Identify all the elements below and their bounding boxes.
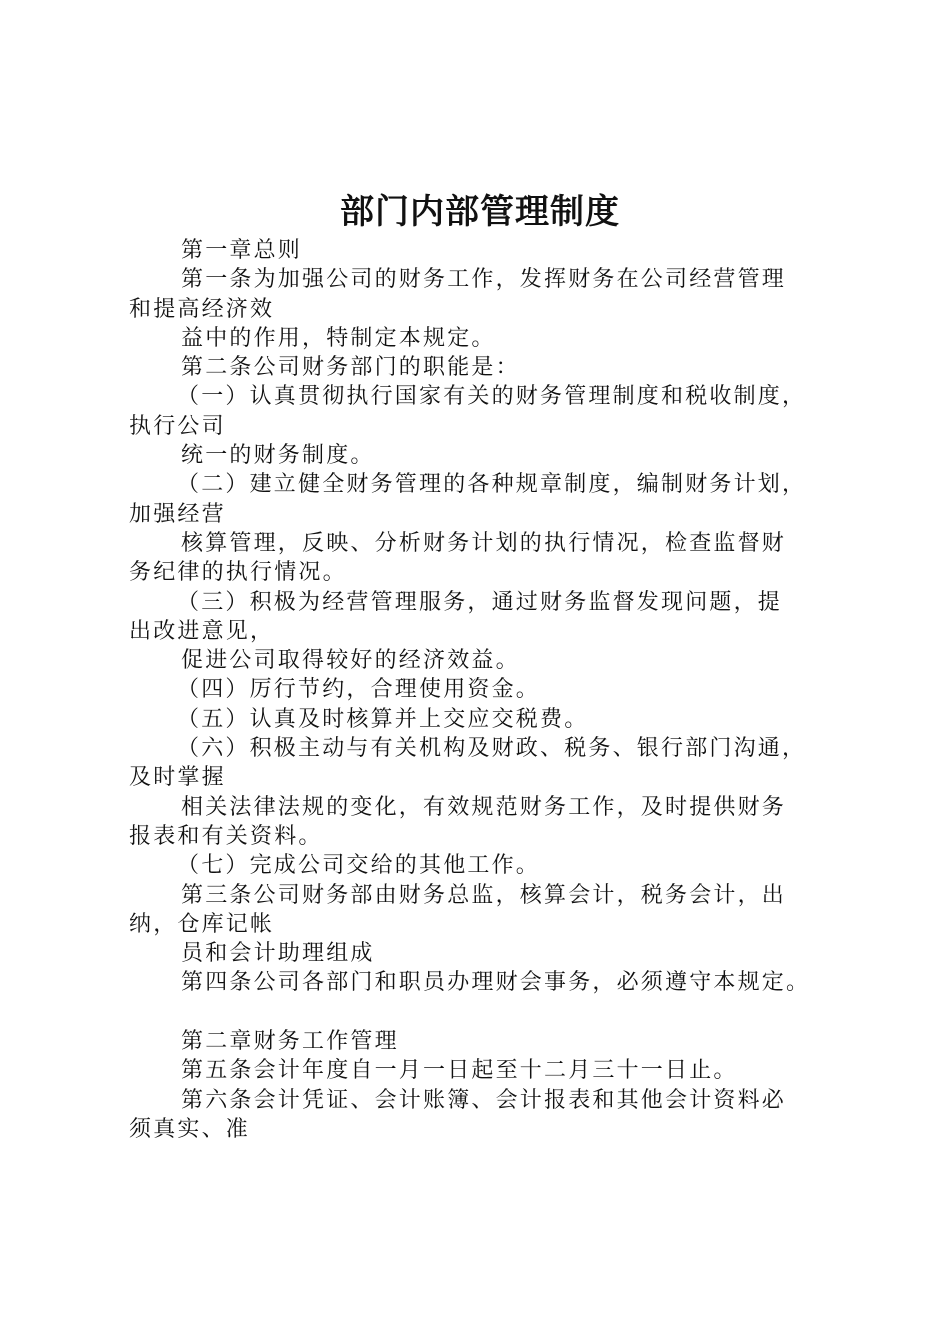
list-item-line: 相关法律法规的变化，有效规范财务工作，及时提供财务 xyxy=(181,794,787,820)
article-line: 第五条会计年度自一月一日起至十二月三十一日止。 xyxy=(181,1058,738,1084)
list-item-line: （五）认真及时核算并上交应交税费。 xyxy=(177,706,589,732)
paragraph-gap xyxy=(129,998,839,1027)
article-line: 须真实、准 xyxy=(129,1116,251,1142)
article-line: 第一条为加强公司的财务工作，发挥财务在公司经营管理 xyxy=(181,267,787,293)
list-item-line: 统一的财务制度。 xyxy=(181,443,375,469)
article-line: 益中的作用，特制定本规定。 xyxy=(181,325,496,351)
list-item-line: 报表和有关资料。 xyxy=(129,823,323,849)
chapter-heading: 第一章总则 xyxy=(181,238,303,263)
article-line: 第二条公司财务部门的职能是： xyxy=(181,355,520,381)
list-item-line: （四）厉行节约，合理使用资金。 xyxy=(177,677,541,703)
article-line: 纳，仓库记帐 xyxy=(129,911,275,937)
list-item-line: （一）认真贯彻执行国家有关的财务管理制度和税收制度， xyxy=(177,384,807,410)
list-item-line: （七）完成公司交给的其他工作。 xyxy=(177,853,541,879)
article-line: 第四条公司各部门和职员办理财会事务，必须遵守本规定。 xyxy=(181,970,811,996)
list-item-line: 加强经营 xyxy=(129,501,226,527)
article-line: 和提高经济效 xyxy=(129,296,275,322)
list-item-line: 及时掌握 xyxy=(129,765,226,791)
article-line: 第六条会计凭证、会计账簿、会计报表和其他会计资料必 xyxy=(181,1087,787,1113)
document-body xyxy=(129,236,839,1144)
chapter-heading: 第二章财务工作管理 xyxy=(181,1029,399,1055)
list-item-line: （三）积极为经营管理服务，通过财务监督发现问题，提 xyxy=(177,589,783,615)
document-title: 部门内部管理制度 xyxy=(340,192,620,232)
article-line: 第三条公司财务部由财务总监，核算会计，税务会计，出 xyxy=(181,882,787,908)
list-item-line: 出改进意见， xyxy=(129,618,275,644)
article-line: 员和会计助理组成 xyxy=(181,941,375,967)
list-item-line: 务纪律的执行情况。 xyxy=(129,560,347,586)
list-item-line: （六）积极主动与有关机构及财政、税务、银行部门沟通， xyxy=(177,736,807,762)
list-item-line: 促进公司取得较好的经济效益。 xyxy=(181,648,520,674)
list-item-line: 执行公司 xyxy=(129,413,226,439)
list-item-line: （二）建立健全财务管理的各种规章制度，编制财务计划， xyxy=(177,472,807,498)
list-item-line: 核算管理，反映、分析财务计划的执行情况，检查监督财 xyxy=(181,530,787,556)
